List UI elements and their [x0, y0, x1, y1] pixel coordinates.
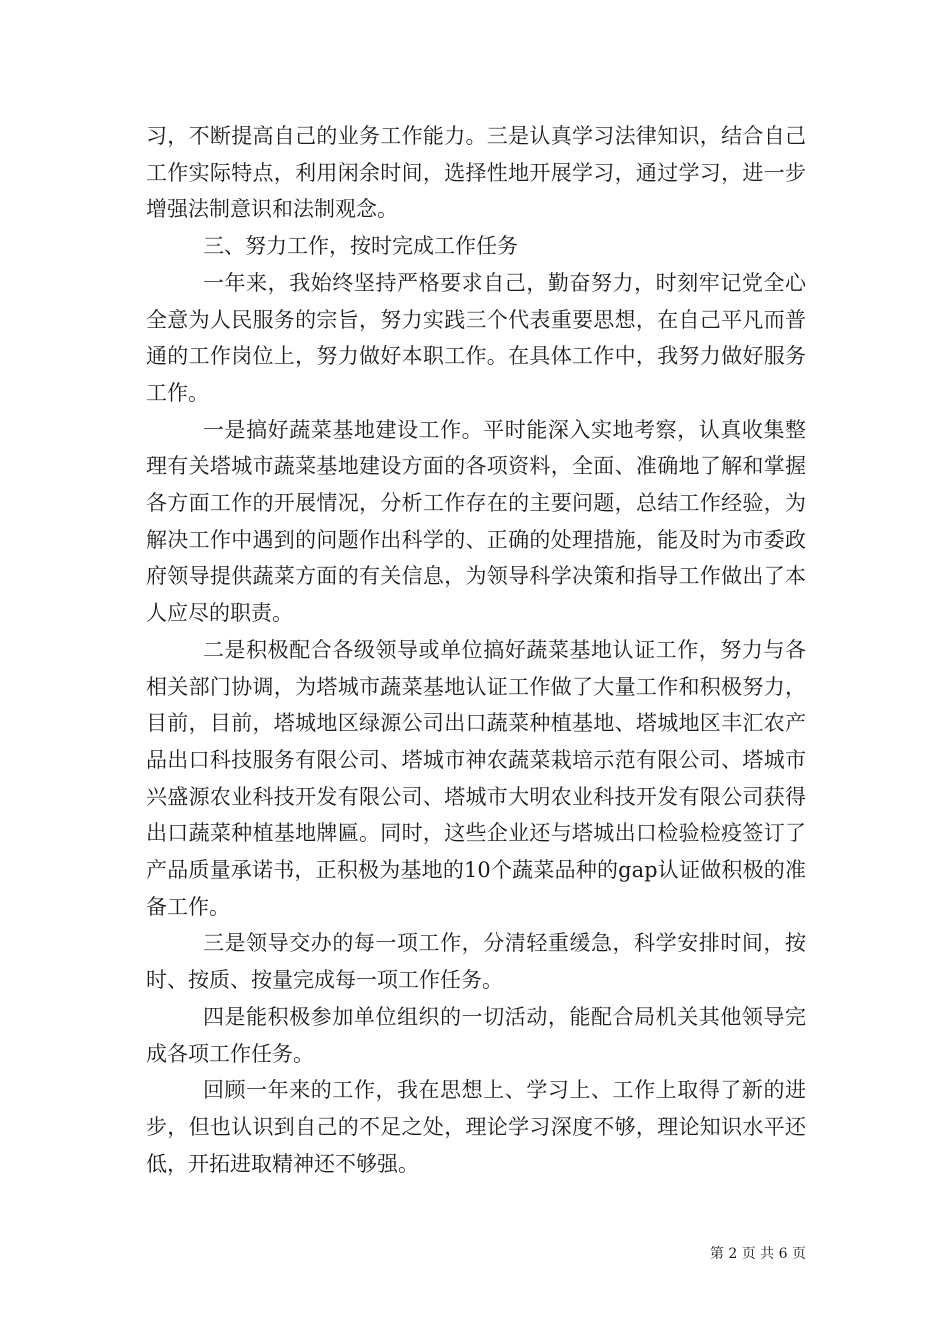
paragraph-3: 一年来，我始终坚持严格要求自己，勤奋努力，时刻牢记党全心全意为人民服务的宗旨，努力实践三个代表重要思想，在自己平凡而普通的工作岗位上，努力做好本职工作。在具体工作中，我努力做好服务工作。: [146, 270, 806, 405]
paragraph-4: 一是搞好蔬菜基地建设工作。平时能深入实地考察，认真收集整理有关塔城市蔬菜基地建设方面的各项资料，全面、准确地了解和掌握各方面工作的开展情况，分析工作存在的主要问题，总结工作经验，为解决工作中遇到的问题作出科学的、正确的处理措施，能及时为市委政府领导提供蔬菜方面的有关信息，为领导科学决策和指导工作做出了本人应尽的职责。: [146, 417, 806, 626]
paragraph-8: 回顾一年来的工作，我在思想上、学习上、工作上取得了新的进步，但也认识到自己的不足之处，理论学习深度不够，理论知识水平还低，开拓进取精神还不够强。: [146, 1078, 806, 1176]
page-number: 第 2 页 共 6 页: [709, 1246, 806, 1262]
section-heading: 三、努力工作，按时完成工作任务: [203, 234, 518, 259]
paragraph-1: 习，不断提高自己的业务工作能力。三是认真学习法律知识，结合自己工作实际特点，利用闲余时间，选择性地开展学习，通过学习，进一步增强法制意识和法制观念。: [146, 124, 806, 222]
paragraph-5: 二是积极配合各级领导或单位搞好蔬菜基地认证工作，努力与各相关部门协调，为塔城市蔬菜基地认证工作做了大量工作和积极努力，目前，目前，塔城地区绿源公司出口蔬菜种植基地、塔城地区丰汇农产品出口科技服务有限公司、塔城市神农蔬菜栽培示范有限公司、塔城市兴盛源农业科技开发有限公司、塔城市大明农业科技开发有限公司获得出口蔬菜种植基地牌匾。同时，这些企业还与塔城出口检验检疫签订了产品质量承诺书，正积极为基地的10个蔬菜品种的gap认证做积极的准备工作。: [146, 637, 806, 919]
paragraph-6: 三是领导交办的每一项工作，分清轻重缓急，科学安排时间，按时、按质、按量完成每一项工作任务。: [146, 931, 806, 993]
document-body: [146, 118, 806, 1182]
paragraph-7: 四是能积极参加单位组织的一切活动，能配合局机关其他领导完成各项工作任务。: [146, 1004, 806, 1066]
